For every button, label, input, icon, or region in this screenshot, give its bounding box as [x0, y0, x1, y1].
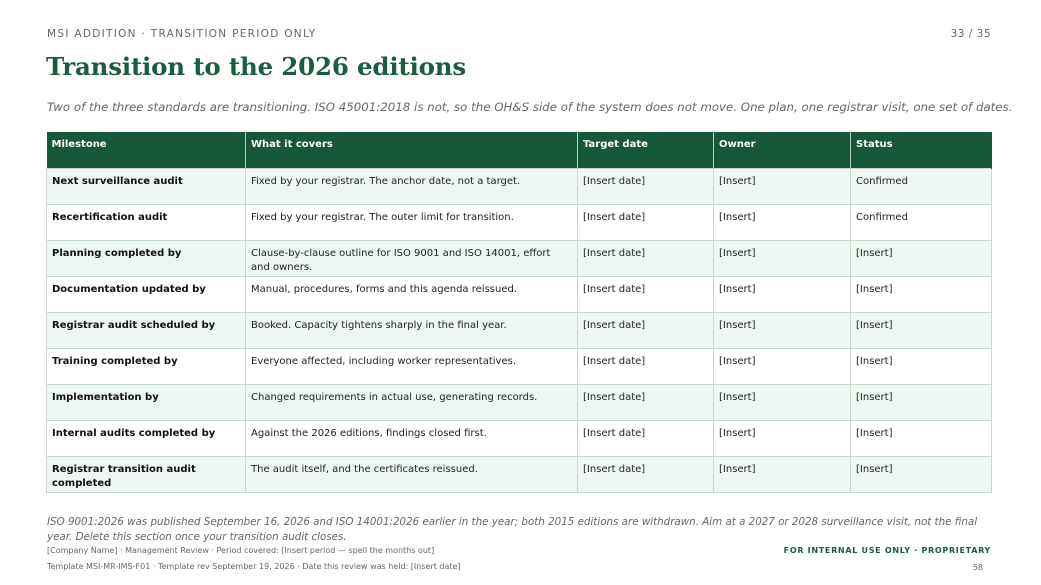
page-number: 58 [972, 563, 983, 572]
table-cell: Documentation updated by [47, 277, 246, 313]
table-cell: [Insert] [851, 385, 992, 421]
table-cell: Registrar transition audit completed [47, 457, 246, 493]
page-title: Transition to the 2026 editions [46, 52, 467, 81]
table-cell: Planning completed by [47, 241, 246, 277]
table-row [47, 349, 992, 385]
table-row [47, 457, 992, 493]
slide-counter: 33 / 35 [950, 28, 991, 40]
column-header: Owner [714, 133, 851, 169]
table-cell: Fixed by your registrar. The outer limit for transition. [246, 205, 578, 241]
footer-template-line: Template MSI-MR-IMS-F01 · Template rev September 19, 2026 · Date this review was held: [Insert date] [47, 562, 461, 571]
table-cell: [Insert] [714, 457, 851, 493]
table-header-row [47, 133, 992, 169]
table-cell: [Insert] [851, 349, 992, 385]
table-row [47, 241, 992, 277]
table-cell: Registrar audit scheduled by [47, 313, 246, 349]
table-cell: [Insert] [714, 169, 851, 205]
table-row [47, 277, 992, 313]
table-cell: [Insert date] [578, 241, 714, 277]
table-cell: [Insert date] [578, 385, 714, 421]
table-row [47, 205, 992, 241]
section-eyebrow: MSI ADDITION · TRANSITION PERIOD ONLY [47, 28, 317, 40]
column-header: Status [851, 133, 992, 169]
table-cell: [Insert] [714, 277, 851, 313]
table-cell: [Insert date] [578, 313, 714, 349]
table-cell: [Insert date] [578, 457, 714, 493]
table-cell: Against the 2026 editions, findings closed first. [246, 421, 578, 457]
table-cell: Training completed by [47, 349, 246, 385]
table-cell: Everyone affected, including worker representatives. [246, 349, 578, 385]
table-cell: The audit itself, and the certificates reissued. [246, 457, 578, 493]
table-body [47, 169, 992, 493]
transition-note: ISO 9001:2026 was published September 16, 2026 and ISO 14001:2026 earlier in the year; both 2015 editions are withdrawn. Aim at a 2027 or 2028 surveillance visit, not the final year. Delete this section once your transition audit closes. [47, 516, 978, 543]
table-cell: Implementation by [47, 385, 246, 421]
table-cell: [Insert] [714, 385, 851, 421]
table-cell: [Insert] [851, 421, 992, 457]
table-row [47, 313, 992, 349]
table-cell: Next surveillance audit [47, 169, 246, 205]
table-cell: Manual, procedures, forms and this agenda reissued. [246, 277, 578, 313]
table-row [47, 421, 992, 457]
column-header: What it covers [246, 133, 578, 169]
footer-classification: FOR INTERNAL USE ONLY · PROPRIETARY [783, 546, 991, 555]
table-cell: [Insert] [851, 241, 992, 277]
column-header: Target date [578, 133, 714, 169]
table-cell: Confirmed [851, 205, 992, 241]
page-subtitle: Two of the three standards are transitioning. ISO 45001:2018 is not, so the OH&S side of the system does not move. One plan, one registrar visit, one set of dates. [47, 100, 1013, 114]
table-cell: Confirmed [851, 169, 992, 205]
table-cell: Fixed by your registrar. The anchor date, not a target. [246, 169, 578, 205]
table-cell: Clause-by-clause outline for ISO 9001 and ISO 14001, effort and owners. [246, 241, 578, 277]
transition-milestones-table [46, 132, 992, 493]
table-cell: [Insert date] [578, 349, 714, 385]
table-row [47, 169, 992, 205]
table-cell: [Insert] [851, 313, 992, 349]
table-cell: Booked. Capacity tightens sharply in the final year. [246, 313, 578, 349]
table-cell: [Insert] [714, 421, 851, 457]
table-cell: [Insert] [851, 457, 992, 493]
table-row [47, 385, 992, 421]
table-cell: [Insert date] [578, 277, 714, 313]
table-cell: [Insert date] [578, 421, 714, 457]
table-cell: [Insert] [714, 349, 851, 385]
table-cell: Internal audits completed by [47, 421, 246, 457]
table-cell: Recertification audit [47, 205, 246, 241]
table-cell: [Insert] [851, 277, 992, 313]
table-cell: [Insert] [714, 313, 851, 349]
table-cell: Changed requirements in actual use, generating records. [246, 385, 578, 421]
table-cell: [Insert] [714, 241, 851, 277]
table-cell: [Insert] [714, 205, 851, 241]
table-cell: [Insert date] [578, 169, 714, 205]
footer-company-line: [Company Name] · Management Review · Period covered: [Insert period — spell the months out] [47, 546, 435, 555]
column-header: Milestone [47, 133, 246, 169]
table-cell: [Insert date] [578, 205, 714, 241]
